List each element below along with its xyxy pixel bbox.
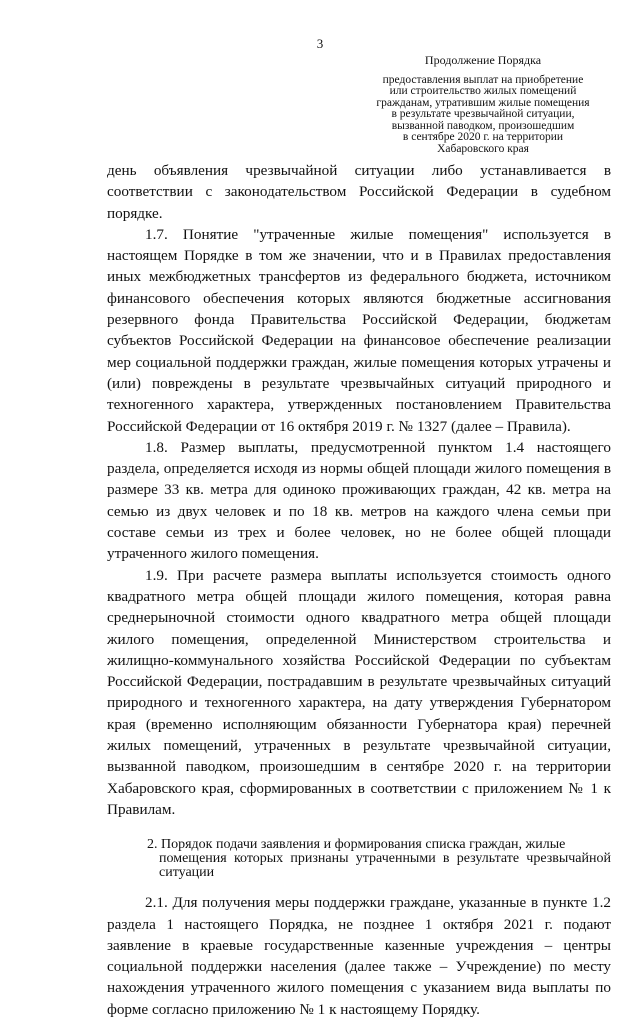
- page-number: 3: [316, 36, 324, 51]
- paragraph-1-7: 1.7. Понятие "утраченные жилые помещения" используется в настоящем Порядке в том же значении, что и в Правилах предоставления иных межбюджетных трансфертов из федерального бюджета, источником финансового обеспечения которых являются бюджетные ассигнования резервного фонда Правительства Российской Федерации, бюджетам субъектов Российской Федерации на финансовое обеспечение реализации мер социальной поддержки граждан, жилые помещения которых утрачены и (или) повреждены в результате чрезвычайных ситуаций природного и техногенного характера, утвержденных постановлением Правительства Российской Федерации от 16 октября 2019 г. № 1327 (далее – Правила).: [107, 225, 611, 435]
- header-line: вызванной паводком, произошедшим: [391, 119, 575, 132]
- header-title: Продолжение Порядка: [424, 53, 542, 67]
- section-2-heading: [107, 838, 611, 880]
- header-line: в результате чрезвычайной ситуации,: [391, 108, 575, 120]
- header-line: предоставления выплат на приобретение: [382, 73, 584, 86]
- document-header: [355, 55, 611, 155]
- document-body: [107, 160, 611, 1020]
- header-line: гражданам, утратившим жилые помещения: [376, 96, 590, 109]
- header-line: или строительство жилых помещений: [389, 85, 577, 97]
- paragraph-1-9: 1.9. При расчете размера выплаты используется стоимость одного квадратного метра общей площади жилого помещения, которая равна среднерыночной стоимости одного квадратного метра общей площади жилого помещения, определенной Министерством строительства и жилищно-коммунального хозяйства Российской Федерации по субъектам Российской Федерации, пострадавшим в результате чрезвычайных ситуаций природного и техногенного характера, на дату утверждения Губернатором края (временно исполняющим обязанности Губернатора края) перечней жилых помещений, утраченных в результате чрезвычайной ситуации, вызванной паводком, произошедшим в сентябре 2020 г. на территории Хабаровского края, сформированных в соответствии с приложением № 1 к Правилам.: [107, 566, 611, 818]
- header-line: в сентябре 2020 г. на территории: [402, 131, 564, 143]
- section-2-heading-rest: помещения которых признаны утраченными в результате чрезвычайной ситуации: [159, 851, 611, 881]
- paragraph-1-8: 1.8. Размер выплаты, предусмотренной пунктом 1.4 настоящего раздела, определяется исходя из нормы общей площади жилого помещения в размере 33 кв. метра для одиноко проживающих граждан, 42 кв. метра на семью из двух человек и по 18 кв. метров на каждого члена семьи при составе семьи из трех и более человек, но не более общей площади утраченного жилого помещения.: [107, 438, 611, 563]
- paragraph-continuation: день объявления чрезвычайной ситуации либо устанавливается в соответствии с законодательством Российской Федерации в судебном порядке.: [107, 162, 611, 222]
- header-line: Хабаровского края: [437, 142, 529, 155]
- paragraph-2-1: 2.1. Для получения меры поддержки граждане, указанные в пункте 1.2 раздела 1 настоящего Порядка, не позднее 1 октября 2021 г. подают заявление в краевые государственные казенные учреждения – центры социальной поддержки населения (далее также – Учреждение) по месту нахождения утраченного жилого помещения с указанием вида выплаты по форме согласно приложению № 1 к настоящему Порядку.: [107, 894, 611, 1018]
- section-2-heading-first-line: 2. Порядок подачи заявления и формирования списка граждан, жилые: [147, 837, 566, 853]
